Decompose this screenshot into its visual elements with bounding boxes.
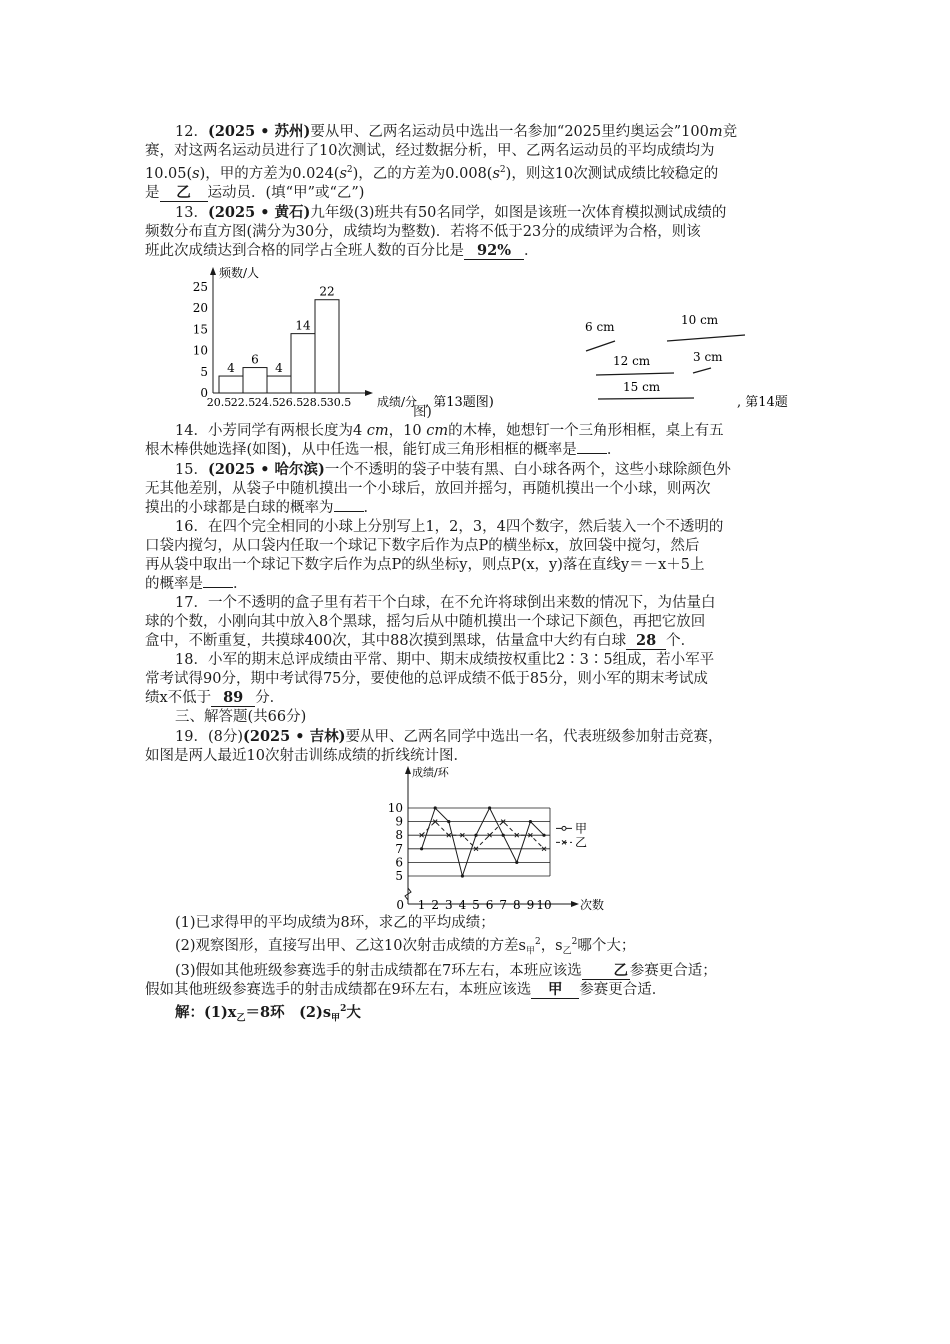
line-x-tick-label: 2 [431, 897, 440, 912]
q12-number: 12． [175, 124, 208, 140]
q14-text: 的木棒，她想钉一个三角形相框，桌上有五 [448, 422, 724, 439]
hist-x-tick-label: 22.5 [230, 395, 256, 409]
q19-sol-text: 解：(1)x [175, 1003, 237, 1021]
q15-blank [334, 511, 364, 512]
stick-label-15cm: 15 cm [623, 379, 661, 394]
q18-line2: 常考试得90分，期中考试得75分，要使他的总评成绩不低于85分，则小军的期末考试成 [145, 670, 708, 687]
q12-text: )，甲的方差为0.024( [199, 165, 340, 182]
q15-text: 摸出的小球都是白球的概率为 [145, 499, 334, 516]
q19-part2 [145, 933, 807, 962]
stick-15cm [598, 398, 694, 399]
stick-12cm [596, 373, 674, 375]
q12-unit: m [708, 124, 723, 140]
q19-text: 参赛更合适． [579, 981, 667, 998]
q12-unit: s [192, 165, 200, 182]
hist-bars [219, 285, 339, 393]
q19-part1: (1)已求得甲的平均成绩为8环，求乙的平均成绩； [175, 914, 495, 931]
q19-sub: 乙 [562, 946, 572, 957]
q13-line2: 频数分布直方图(满分为30分，成绩均为整数)．若将不低于23分的成绩评为合格，则该 [145, 223, 701, 240]
q19-sup: 2 [534, 936, 541, 947]
line-chart [145, 766, 807, 914]
hist-x-tick-label: 26.5 [278, 395, 304, 409]
sticks-figure [585, 313, 788, 410]
q15-text: 一个不透明的袋子中装有黑、白小球各两个，这些小球除颜色外 [324, 461, 731, 478]
q15-number: 15． [175, 461, 208, 478]
hist-x-tick-label: 28.5 [302, 395, 328, 409]
line-x-tick-label: 8 [512, 897, 521, 912]
hist-y-tick-label: 15 [192, 322, 208, 337]
line-point-jia [461, 874, 464, 877]
figures-svg [145, 265, 807, 413]
hist-y-tick-label: 20 [192, 301, 208, 316]
section-heading: 三、解答题(共66分) [175, 708, 307, 725]
q18-text: 绩x不低于 [145, 689, 212, 706]
question-15 [145, 460, 807, 480]
legend-label: 甲 [575, 821, 588, 836]
stick-label-3cm: 3 cm [693, 349, 723, 364]
sticks-caption: , 第14题 [737, 394, 788, 410]
hist-x-tick-label: 20.5 [206, 395, 232, 409]
legend-label: 乙 [575, 835, 588, 850]
stick-label-10cm: 10 cm [681, 312, 719, 327]
line-chart-wrap [145, 766, 807, 914]
q17-text: 盒中，不断重复，共摸球400次，其中88次摸到黑球，估量盒中大约有白球 [145, 632, 627, 649]
question-17: 17．一个不透明的盒子里有若干个白球，在不允许将球倒出来数的情况下，为估量白 [175, 594, 716, 611]
q12-line4 [145, 184, 807, 203]
q19-text: (2)观察图形，直接写出甲、乙这10次射击成绩的方差s [175, 937, 526, 954]
legend-marker [562, 826, 566, 830]
q16-line3: 再从袋中取出一个球记下数字后作为点P的纵坐标y，则点P(x，y)落在直线y＝－x＋5上 [145, 556, 705, 573]
q13-line3 [145, 242, 807, 261]
hist-y-tick-label: 5 [200, 364, 208, 379]
hist-bar-label: 6 [251, 352, 259, 367]
hist-y-arrow [210, 267, 216, 275]
q14-blank [577, 453, 607, 454]
hist-caption: , 第13题图) [425, 394, 494, 410]
q13-text: 九年级(3)班共有50名同学，如图是该班一次体育模拟测试成绩的 [310, 204, 727, 221]
question-14 [145, 422, 807, 441]
question-16: 16．在四个完全相同的小球上分别写上1，2，3，4四个数字，然后装入一个不透明的 [175, 518, 724, 535]
line-point-jia [447, 820, 450, 823]
q14-unit: cm [366, 422, 389, 439]
q12-answer: 乙 [160, 185, 208, 202]
hist-x-ticks [207, 396, 352, 409]
line-point-jia [502, 833, 505, 836]
hist-bar [267, 376, 291, 393]
q13-text: 班此次成绩达到合格的同学占全班人数的百分比是 [145, 242, 464, 259]
line-x-tick-label: 5 [472, 897, 480, 912]
hist-bar-label: 4 [227, 360, 235, 375]
line-point-jia [434, 806, 437, 809]
q14-text: ． [606, 441, 622, 458]
line-x-tick-label: 4 [458, 897, 467, 912]
q19-sol-text: 大 [346, 1003, 361, 1021]
line-x-tick-label: 7 [499, 897, 508, 912]
line-y-tick-label: 7 [395, 841, 403, 856]
line-point-jia [474, 833, 477, 836]
q13-text: ． [524, 242, 539, 259]
line-point-jia [542, 833, 545, 836]
line-y-tick-label: 5 [395, 868, 403, 883]
histogram [193, 265, 494, 410]
line-y-tick-label: 6 [395, 855, 403, 870]
hist-caption-2: 图) [413, 403, 432, 420]
q12-text: 要从甲、乙两名运动员中选出一名参加“2025里约奥运会”100 [310, 124, 709, 140]
line-x-tick-label: 0 [396, 897, 404, 912]
q14-unit: cm [426, 422, 449, 439]
q19-text: 假如其他班级参赛选手的射击成绩都在9环左右，本班应该选 [145, 981, 532, 998]
q14-text: ，10 [388, 422, 427, 439]
line-chart-group [388, 766, 604, 912]
stick-3cm [693, 368, 711, 373]
worksheet-page [145, 122, 807, 1028]
q12-text: 竞 [722, 124, 738, 140]
hist-xlabel: 成绩/分 [377, 394, 418, 409]
q12-line3 [145, 161, 807, 184]
q12-text: 10.05( [145, 165, 193, 182]
hist-ylabel: 频数/人 [219, 265, 260, 280]
stick-10cm [667, 335, 745, 341]
line-x-tick-label: 1 [417, 897, 426, 912]
q19-sol-sup: 2 [340, 1003, 347, 1014]
q14-text: 根木棒供她选择(如图)，从中任选一根，能钉成三角形相框的概率是 [145, 441, 577, 458]
q19-sol-text: ＝8环 (2)s [245, 1003, 332, 1021]
q12-text: )，则这10次测试成绩比较稳定的 [505, 165, 719, 182]
line-y-arrow [405, 766, 411, 774]
q19-sol-sub: 乙 [236, 1013, 246, 1024]
q18-answer: 89 [211, 690, 255, 707]
hist-bar [291, 333, 315, 392]
q15-text: ． [363, 499, 378, 516]
q19-number: 19．(8分) [175, 728, 243, 745]
line-point-jia [488, 806, 491, 809]
q12-text: 是 [145, 184, 160, 201]
line-x-tick-label: 9 [526, 897, 535, 912]
line-x-tick-label: 3 [444, 897, 453, 912]
hist-y-ticks [193, 280, 208, 400]
q12-source: (2025 • 苏州) [207, 123, 311, 140]
line-point-jia [529, 820, 532, 823]
line-x-tick-label: 6 [485, 897, 494, 912]
question-12 [145, 122, 807, 142]
q19-answer-b: 甲 [531, 982, 579, 999]
q19-text: ，s [540, 937, 563, 954]
q19-text: 哪个大； [577, 937, 636, 954]
q19-part3 [145, 962, 807, 981]
q12-unit: s [492, 165, 500, 182]
hist-bar-label: 4 [275, 360, 283, 375]
line-ylabel: 成绩/环 [412, 765, 449, 779]
q19-sub: 甲 [525, 946, 535, 957]
figures-row [145, 265, 807, 413]
hist-y-tick-label: 0 [200, 385, 208, 400]
q19-text: 要从甲、乙两名同学中选出一名，代表班级参加射击竞赛， [345, 728, 723, 745]
q17-text: 个． [666, 632, 696, 649]
line-x-tick-label: 10 [536, 897, 552, 912]
q19-sol-sub: 甲 [331, 1013, 341, 1024]
q16-line2: 口袋内搅匀，从口袋内任取一个球记下数字后作为点P的横坐标x，放回袋中搅匀，然后 [145, 537, 700, 554]
q14-text: 14．小芳同学有两根长度为4 [175, 422, 367, 439]
stick-label-6cm: 6 cm [585, 319, 615, 334]
q19-part3b [145, 981, 807, 1000]
q15-line2: 无其他差别，从袋子中随机摸出一个小球后，放回并摇匀，再随机摸出一个小球，则两次 [145, 480, 711, 497]
q13-source: (2025 • 黄石) [207, 203, 311, 221]
line-x-arrow [571, 901, 579, 907]
line-point-jia [515, 861, 518, 864]
line-xlabel: 次数 [580, 897, 605, 912]
hist-y-tick-label: 25 [192, 279, 208, 294]
q12-sup: 2 [346, 165, 353, 175]
q18-line3 [145, 689, 807, 708]
q16-blank [203, 587, 233, 588]
hist-x-arrow [365, 390, 373, 396]
line-y-tick-label: 10 [387, 800, 403, 815]
q12-unit: s [339, 165, 347, 182]
q17-answer: 28 [626, 633, 666, 650]
line-y-tick-label: 9 [395, 814, 403, 829]
hist-bar-label: 14 [295, 318, 311, 333]
line-y-tick-label: 8 [395, 828, 403, 843]
q12-text: )，乙的方差为0.008( [352, 165, 493, 182]
q16-text: 的概率是 [145, 575, 203, 592]
q12-line2: 赛，对这两名运动员进行了10次测试，经过数据分析，甲、乙两名运动员的平均成绩均为 [145, 143, 715, 159]
question-19 [145, 727, 807, 747]
question-18: 18．小军的期末总评成绩由平常、期中、期末成绩按权重比2∶3∶5组成，若小军平 [175, 651, 715, 668]
q19-line2: 如图是两人最近10次射击训练成绩的折线统计图． [145, 747, 468, 764]
q17-line3 [145, 632, 807, 651]
hist-bar-label: 22 [319, 284, 335, 299]
q16-text: ． [233, 575, 248, 592]
hist-x-tick-label: 24.5 [254, 395, 280, 409]
q12-text: 运动员．(填“甲”或“乙”) [207, 184, 365, 201]
stick-6cm [586, 341, 615, 351]
q15-line3 [145, 499, 807, 518]
q18-text: 分． [255, 689, 285, 706]
hist-bar [219, 376, 243, 393]
q19-text: (3)假如其他班级参赛选手的射击成绩都在7环左右，本班应该选 [175, 962, 582, 979]
q13-number: 13． [175, 204, 208, 221]
line-point-jia [420, 847, 423, 850]
hist-y-tick-label: 10 [192, 343, 208, 358]
q19-source: (2025 • 吉林) [243, 727, 346, 745]
q19-text: 参赛更合适； [629, 962, 717, 979]
hist-bar [315, 300, 339, 393]
question-13 [145, 203, 807, 223]
q17-line2: 球的个数，小刚向其中放入8个黑球，摇匀后从中随机摸出一个球记下颜色，再把它放回 [145, 613, 706, 630]
q13-answer: 92% [464, 243, 524, 260]
q19-answer-a: 乙 [582, 963, 630, 980]
q12-sup: 2 [499, 165, 506, 175]
q15-source: (2025 • 哈尔滨) [207, 460, 325, 478]
stick-label-12cm: 12 cm [613, 353, 651, 368]
q19-sup: 2 [571, 936, 578, 947]
q16-line4 [145, 575, 807, 594]
hist-bar [243, 367, 267, 392]
q14-line2 [145, 441, 807, 460]
q19-solution [145, 1000, 807, 1029]
hist-x-tick-label: 30.5 [326, 395, 352, 409]
